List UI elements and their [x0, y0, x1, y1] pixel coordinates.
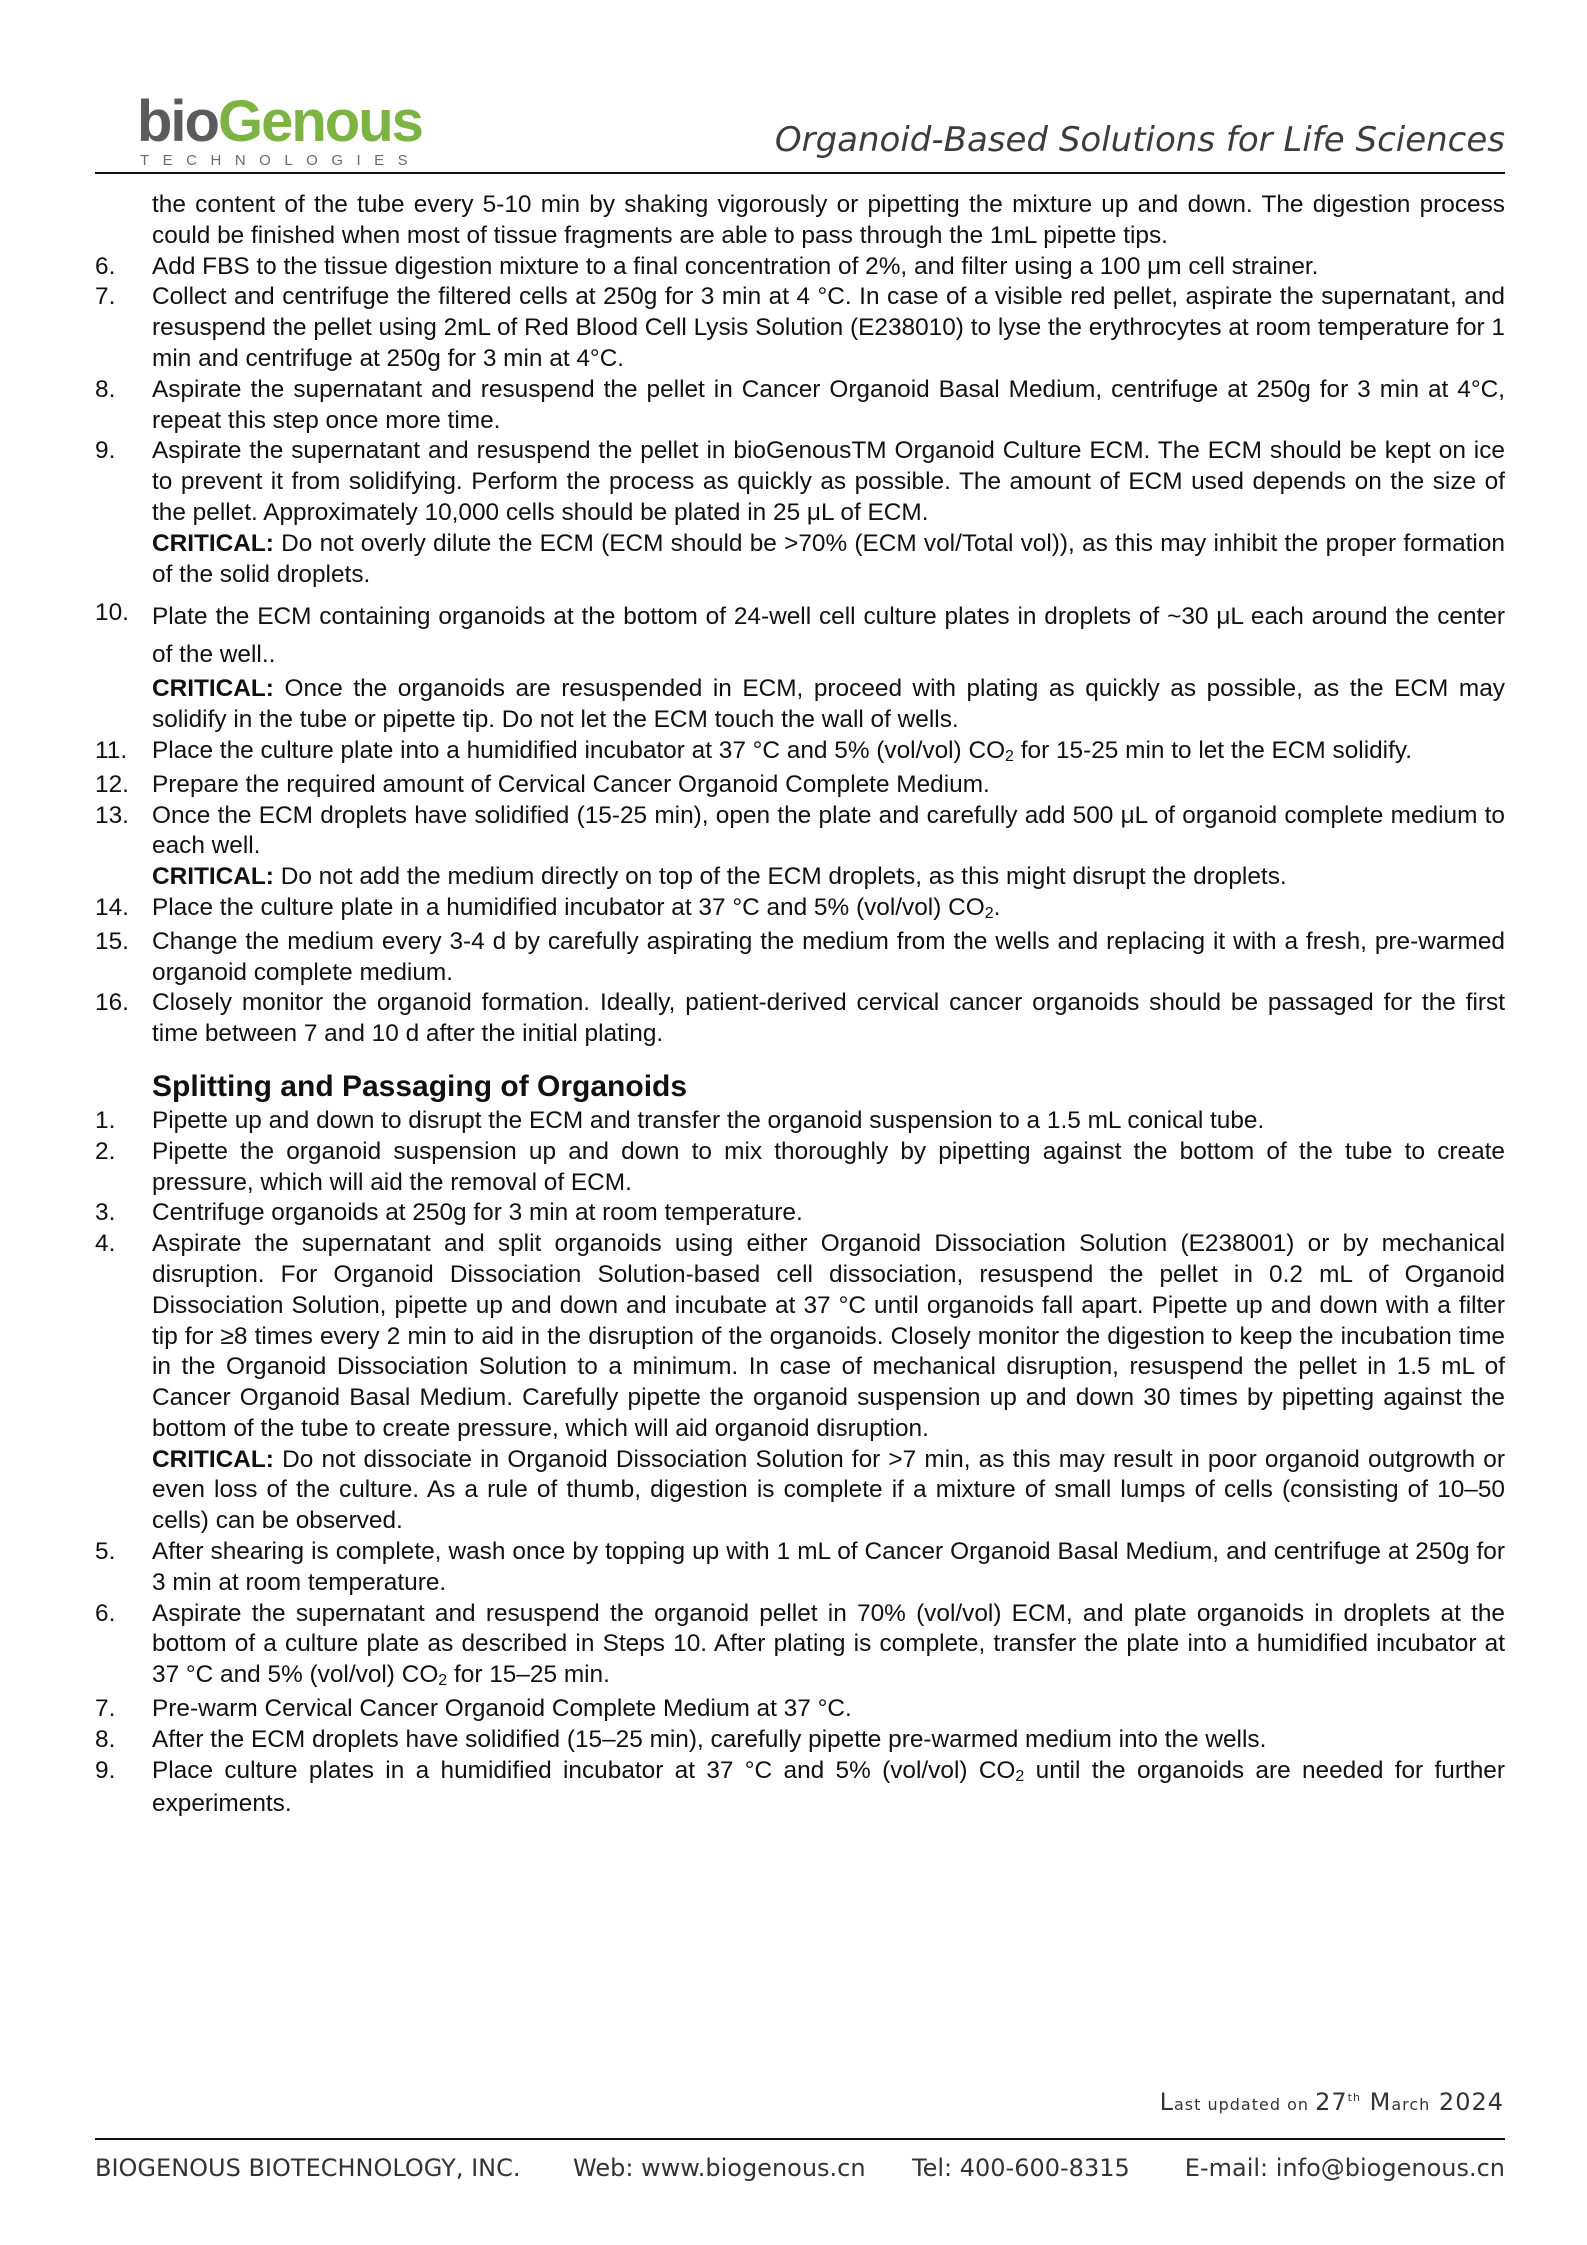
critical-text: Do not overly dilute the ECM (ECM should be >70% (ECM vol/Total vol)), as this may inhibit the proper formation of the solid droplets.	[152, 529, 1505, 588]
section-heading: Splitting and Passaging of Organoids	[152, 1069, 688, 1103]
step-number: 6.	[95, 1599, 116, 1627]
step-number: 1.	[95, 1106, 116, 1134]
step-text	[152, 893, 1505, 927]
list-item	[95, 375, 1505, 437]
list-item	[95, 190, 1505, 252]
text-run: Aspirate the supernatant and resuspend the organoid pellet in 70% (vol/vol) ECM, and plate organoids in droplets at the bottom of a culture plate as described in Steps 10. After plating is complete, transfer the plate into a humidified incubator at 37 °C and 5% (vol/vol) CO	[152, 1599, 1505, 1689]
step-number: 2.	[95, 1137, 116, 1165]
list-item	[95, 1229, 1505, 1537]
step-text: Prepare the required amount of Cervical Cancer Organoid Complete Medium.	[152, 770, 990, 798]
critical-note	[152, 1445, 1505, 1537]
critical-note	[152, 529, 1505, 591]
logo-genous: Genous	[217, 89, 422, 154]
list-item	[95, 252, 1505, 283]
step-number: 13.	[95, 801, 129, 829]
last-updated	[1160, 2088, 1504, 2116]
text-run: Place culture plates in a humidified incubator at 37 °C and 5% (vol/vol) CO	[152, 1756, 1016, 1784]
page-footer	[95, 2154, 1505, 2194]
subscript: 2	[1015, 1767, 1025, 1785]
text-run: for 15-25 min to let the ECM solidify.	[1013, 736, 1413, 764]
step-number: 9.	[95, 1756, 116, 1784]
critical-label: CRITICAL:	[152, 529, 274, 557]
critical-label: CRITICAL:	[152, 1445, 274, 1473]
subscript: 2	[1005, 747, 1014, 765]
list-item	[95, 770, 1505, 801]
step-text: Pre-warm Cervical Cancer Organoid Complete Medium at 37 °C.	[152, 1695, 852, 1723]
step-number: 10.	[95, 599, 129, 627]
list-item	[95, 988, 1505, 1050]
list-item	[95, 436, 1505, 590]
logo-subtitle: TECHNOLOGIES	[140, 152, 422, 169]
subscript: 2	[984, 904, 994, 922]
critical-text: Do not dissociate in Organoid Dissociation Solution for >7 min, as this may result in poor organoid outgrowth or even loss of the culture. As a rule of thumb, digestion is complete if a mixture of small lumps of cells (consisting of 10–50 cells) can be observed.	[152, 1445, 1505, 1535]
text-run: until the organoids are needed for further experiments.	[152, 1756, 1505, 1818]
step-number: 9.	[95, 437, 116, 465]
footer-company: BIOGENOUS BIOTECHNOLOGY, INC.	[95, 2154, 521, 2182]
critical-label: CRITICAL:	[152, 675, 274, 703]
step-number: 8.	[95, 375, 116, 403]
text-run: Place the culture plate into a humidified incubator at 37 °C and 5% (vol/vol) CO	[152, 736, 1006, 764]
document-body	[95, 190, 1505, 1820]
step-number: 12.	[95, 770, 129, 798]
step-text: Aspirate the supernatant and resuspend the pellet in bioGenousTM Organoid Culture ECM. The ECM should be kept on ice to prevent it from solidifying. Perform the process as quickly as possible. The amount of ECM used depends on the size of the pellet. Approximately 10,000 cells should be plated in 25 μL of ECM.	[152, 437, 1505, 526]
step-text: Collect and centrifuge the filtered cells at 250g for 3 min at 4 °C. In case of a visible red pellet, aspirate the supernatant, and resuspend the pellet using 2mL of Red Blood Cell Lysis Solution (E238010) to lyse the erythrocytes at room temperature for 1 min and centrifuge at 250g for 3 min at 4°C.	[152, 283, 1505, 372]
list-item	[95, 1106, 1505, 1137]
list-item	[95, 1599, 1505, 1694]
header-tagline: Organoid-Based Solutions for Life Sciences	[774, 120, 1505, 160]
update-day: 27	[1315, 2088, 1348, 2116]
step-number: 15.	[95, 927, 129, 955]
step-number: 7.	[95, 283, 116, 311]
step-text: Aspirate the supernatant and resuspend the pellet in Cancer Organoid Basal Medium, centrifuge at 250g for 3 min at 4°C, repeat this step once more time.	[152, 375, 1505, 434]
step-text: After the ECM droplets have solidified (15–25 min), carefully pipette pre-warmed medium into the wells.	[152, 1725, 1267, 1753]
step-number: 4.	[95, 1230, 116, 1258]
list-item	[95, 1137, 1505, 1199]
step-number: 14.	[95, 893, 129, 921]
text-run: arch	[1391, 2095, 1431, 2114]
step-text: Pipette the organoid suspension up and down to mix thoroughly by pipetting against the bottom of the tube to create pressure, which will aid the removal of ECM.	[152, 1137, 1505, 1196]
footer-email: E-mail: info@biogenous.cn	[1184, 2154, 1505, 2182]
step-text: After shearing is complete, wash once by topping up with 1 mL of Cancer Organoid Basal Medium, and centrifuge at 250g for 3 min at room temperature.	[152, 1538, 1505, 1596]
company-logo	[137, 89, 422, 154]
critical-text: Once the organoids are resuspended in ECM, proceed with plating as quickly as possible, as the ECM may solidify in the tube or pipette tip. Do not let the ECM touch the wall of wells.	[152, 675, 1505, 734]
step-number: 8.	[95, 1725, 116, 1753]
footer-tel: Tel: 400-600-8315	[912, 2154, 1130, 2182]
header-divider	[95, 172, 1505, 174]
step-number: 11.	[95, 736, 128, 764]
text-run: M	[1369, 2088, 1392, 2116]
step-text: Aspirate the supernatant and split organoids using either Organoid Dissociation Solution (E238001) or by mechanical disruption. For Organoid Dissociation Solution-based cell dissociation, resuspend the pellet in 0.2 mL of Organoid Dissociation Solution, pipette up and down and incubate at 37 °C until organoids fall apart. Pipette up and down with a filter tip for ≥8 times every 2 min to aid in the disruption of the organoids. Closely monitor the digestion to keep the incubation time in the Organoid Dissociation Solution to a minimum. In case of mechanical disruption, resuspend the pellet in 1.5 mL of Cancer Organoid Basal Medium. Carefully pipette the organoid suspension up and down 30 times by pipetting against the bottom of the tube to create pressure, which will aid organoid disruption.	[152, 1230, 1505, 1442]
ordinal-suffix: th	[1347, 2091, 1361, 2104]
critical-text: Do not add the medium directly on top of the ECM droplets, as this might disrupt the droplets.	[273, 863, 1287, 891]
critical-note	[152, 862, 1505, 893]
list-item	[95, 1756, 1505, 1821]
list-item	[95, 801, 1505, 893]
list-item	[95, 927, 1505, 989]
step-text	[152, 1599, 1505, 1694]
step-number: 7.	[95, 1695, 116, 1723]
text-run: ast updated on	[1173, 2095, 1316, 2114]
footer-divider	[95, 2138, 1505, 2140]
list-item	[95, 1537, 1505, 1599]
step-text: Plate the ECM containing organoids at the bottom of 24-well cell culture plates in droplets of ~30 μL each around the center of the well..	[152, 603, 1505, 669]
step-text: Centrifuge organoids at 250g for 3 min at room temperature.	[152, 1199, 803, 1227]
text-run: Place the culture plate in a humidified incubator at 37 °C and 5% (vol/vol) CO	[152, 893, 985, 921]
list-item	[95, 1198, 1505, 1229]
step-text	[152, 1756, 1505, 1821]
list-item	[95, 1725, 1505, 1756]
step-text: Add FBS to the tissue digestion mixture to a final concentration of 2%, and filter using a 100 μm cell strainer.	[152, 252, 1319, 280]
list-item	[95, 736, 1505, 770]
logo-bio: bio	[137, 89, 218, 154]
step-number: 3.	[95, 1199, 116, 1227]
text-run: L	[1159, 2088, 1174, 2116]
critical-note	[152, 674, 1505, 736]
text-run: .	[993, 893, 1001, 921]
step-text: Once the ECM droplets have solidified (15-25 min), open the plate and carefully add 500 μL of organoid complete medium to each well.	[152, 801, 1505, 860]
page-header	[95, 89, 1505, 172]
critical-label: CRITICAL:	[152, 863, 274, 891]
continuation-text: the content of the tube every 5-10 min by shaking vigorously or pipetting the mixture up and down. The digestion process could be finished when most of tissue fragments are able to pass through the 1mL pipette tips.	[152, 191, 1505, 249]
list-item	[95, 598, 1505, 736]
step-number: 5.	[95, 1538, 116, 1566]
step-text	[152, 736, 1505, 770]
list-item	[95, 282, 1505, 374]
list-item	[95, 1694, 1505, 1725]
text-run: for 15–25 min.	[447, 1661, 610, 1689]
step-text: Change the medium every 3-4 d by carefully aspirating the medium from the wells and replacing it with a fresh, pre-warmed organoid complete medium.	[152, 927, 1505, 986]
step-number: 6.	[95, 252, 116, 280]
update-year: 2024	[1438, 2088, 1504, 2116]
step-text: Closely monitor the organoid formation. Ideally, patient-derived cervical cancer organoids should be passaged for the first time between 7 and 10 d after the initial plating.	[152, 989, 1505, 1048]
step-number: 16.	[95, 989, 129, 1017]
list-item	[95, 893, 1505, 927]
subscript: 2	[438, 1672, 448, 1690]
step-text: Pipette up and down to disrupt the ECM and transfer the organoid suspension to a 1.5 mL conical tube.	[152, 1106, 1265, 1134]
footer-web: Web: www.biogenous.cn	[573, 2154, 866, 2182]
